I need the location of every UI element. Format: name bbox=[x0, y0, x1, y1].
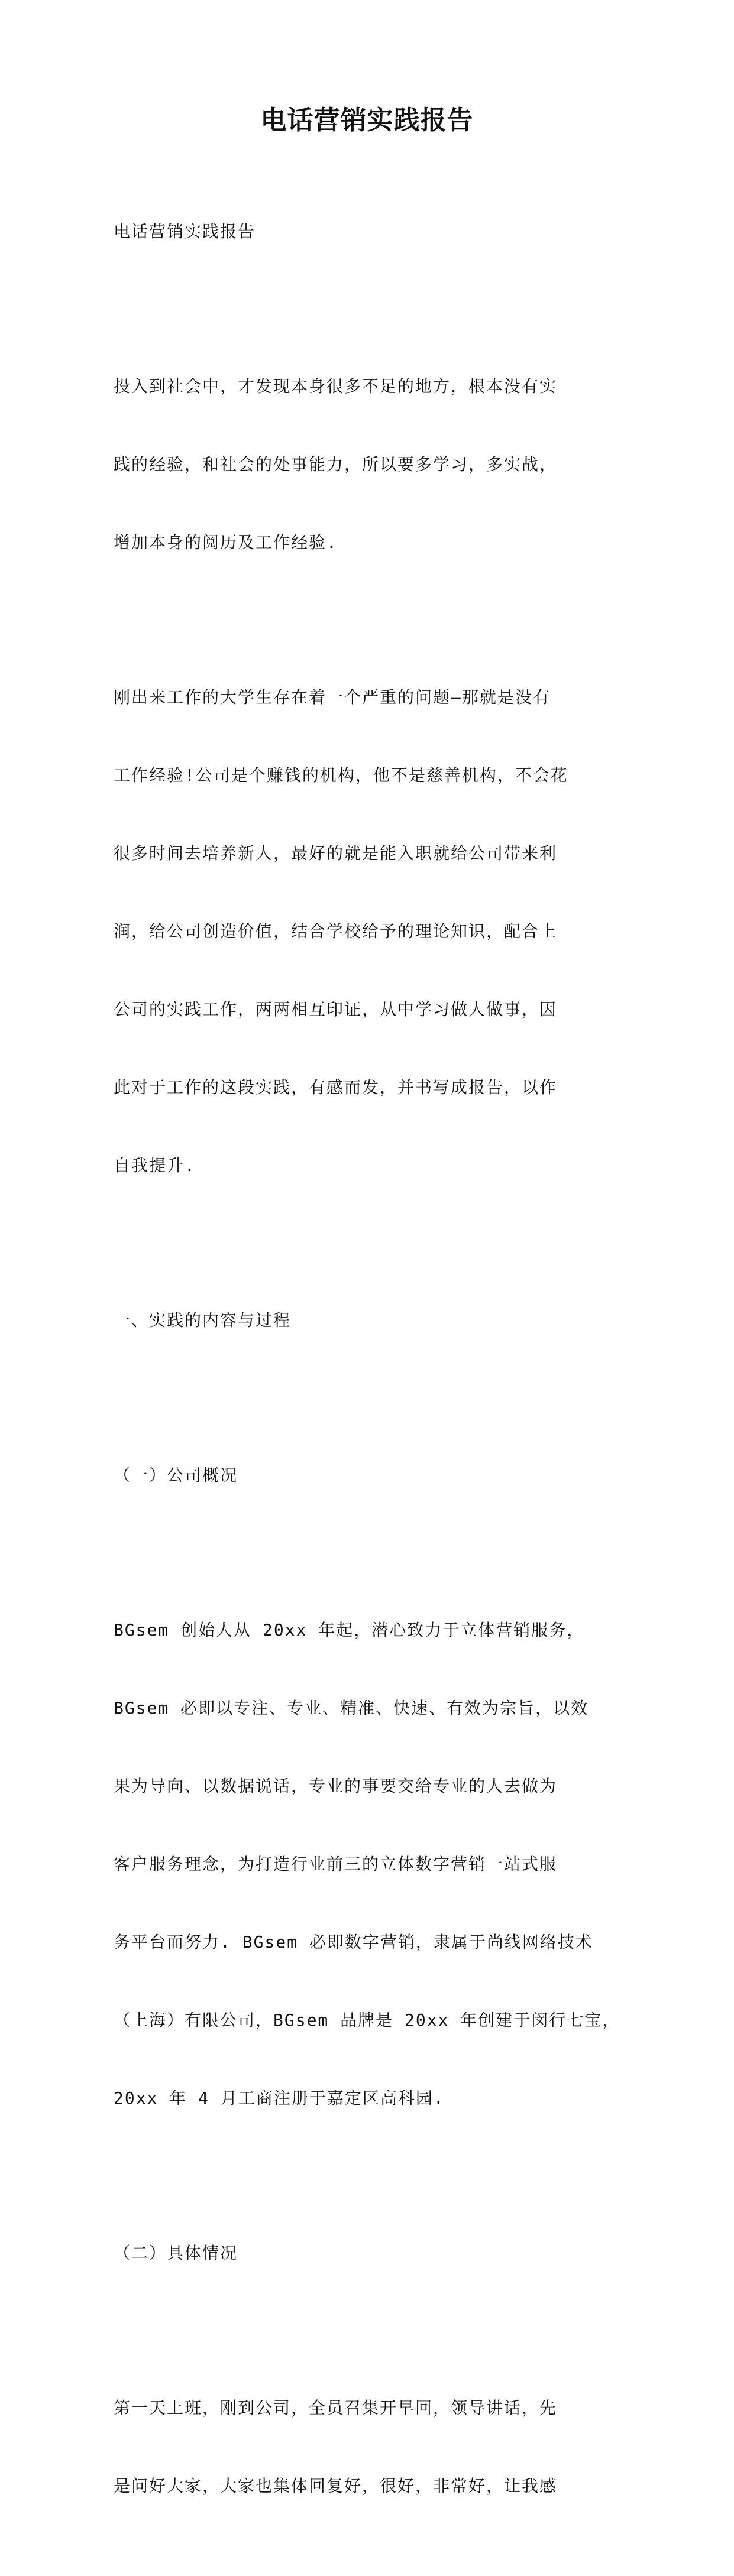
text-line: 很多时间去培养新人，最好的就是能入职就给公司带来利 bbox=[114, 843, 558, 863]
text-line: 践的经验，和社会的处事能力，所以要多学习，多实战， bbox=[114, 455, 558, 474]
text-line: 一、实践的内容与过程 bbox=[114, 1310, 292, 1330]
text-line: （二）具体情况 bbox=[114, 2243, 238, 2263]
text-line: 果为导向、以数据说话，专业的事要交给专业的人去做为 bbox=[114, 1776, 558, 1796]
text-line: BGsem 必即以专注、专业、精准、快速、有效为宗旨，以效 bbox=[114, 1698, 589, 1718]
text-line: 刚出来工作的大学生存在着一个严重的问题—那就是没有 bbox=[114, 687, 551, 707]
text-line: （上海）有限公司，BGsem 品牌是 20xx 年创建于闵行七宝， bbox=[114, 2010, 620, 2030]
text-line: 公司的实践工作，两两相互印证，从中学习做人做事，因 bbox=[114, 1000, 558, 1019]
paragraph-company-overview bbox=[114, 1565, 622, 2163]
subsection-heading bbox=[114, 2188, 622, 2318]
text-line: 投入到社会中，才发现本身很多不足的地方，根本没有实 bbox=[114, 377, 558, 396]
document-body bbox=[114, 167, 622, 2576]
text-line: 第一天上班，刚到公司，全员召集开早回，领导讲话，先 bbox=[114, 2398, 558, 2418]
text-line: （一）公司概况 bbox=[114, 1465, 238, 1485]
text-line: 润，给公司创造价值，结合学校给予的理论知识，配合上 bbox=[114, 922, 558, 941]
subsection-heading bbox=[114, 1410, 622, 1540]
text-line: 此对于工作的这段实践，有感而发，并书写成报告，以作 bbox=[114, 1078, 558, 1097]
text-line: 20xx 年 4 月工商注册于嘉定区高科园. bbox=[114, 2088, 445, 2108]
text-line: 增加本身的阅历及工作经验. bbox=[114, 533, 338, 552]
text-line: 电话营销实践报告 bbox=[114, 222, 256, 241]
text-line: 工作经验!公司是个赚钱的机构，他不是慈善机构，不会花 bbox=[114, 765, 568, 785]
text-line: 是问好大家，大家也集体回复好，很好，非常好，让我感 bbox=[114, 2476, 558, 2496]
text-line: BGsem 创始人从 20xx 年起，潜心致力于立体营销服务， bbox=[114, 1620, 585, 1640]
text-line: 务平台而努力. BGsem 必即数字营销，隶属于尚线网络技术 bbox=[114, 1932, 593, 1952]
text-line: 自我提升. bbox=[114, 1156, 196, 1175]
paragraph-subtitle bbox=[114, 167, 622, 297]
paragraph-background bbox=[114, 632, 622, 1231]
paragraph-details bbox=[114, 2343, 622, 2551]
section-heading bbox=[114, 1255, 622, 1386]
text-line: 客户服务理念，为打造行业前三的立体数字营销一站式服 bbox=[114, 1854, 558, 1874]
document-title: 电话营销实践报告 bbox=[260, 105, 474, 135]
paragraph-intro bbox=[114, 322, 622, 608]
